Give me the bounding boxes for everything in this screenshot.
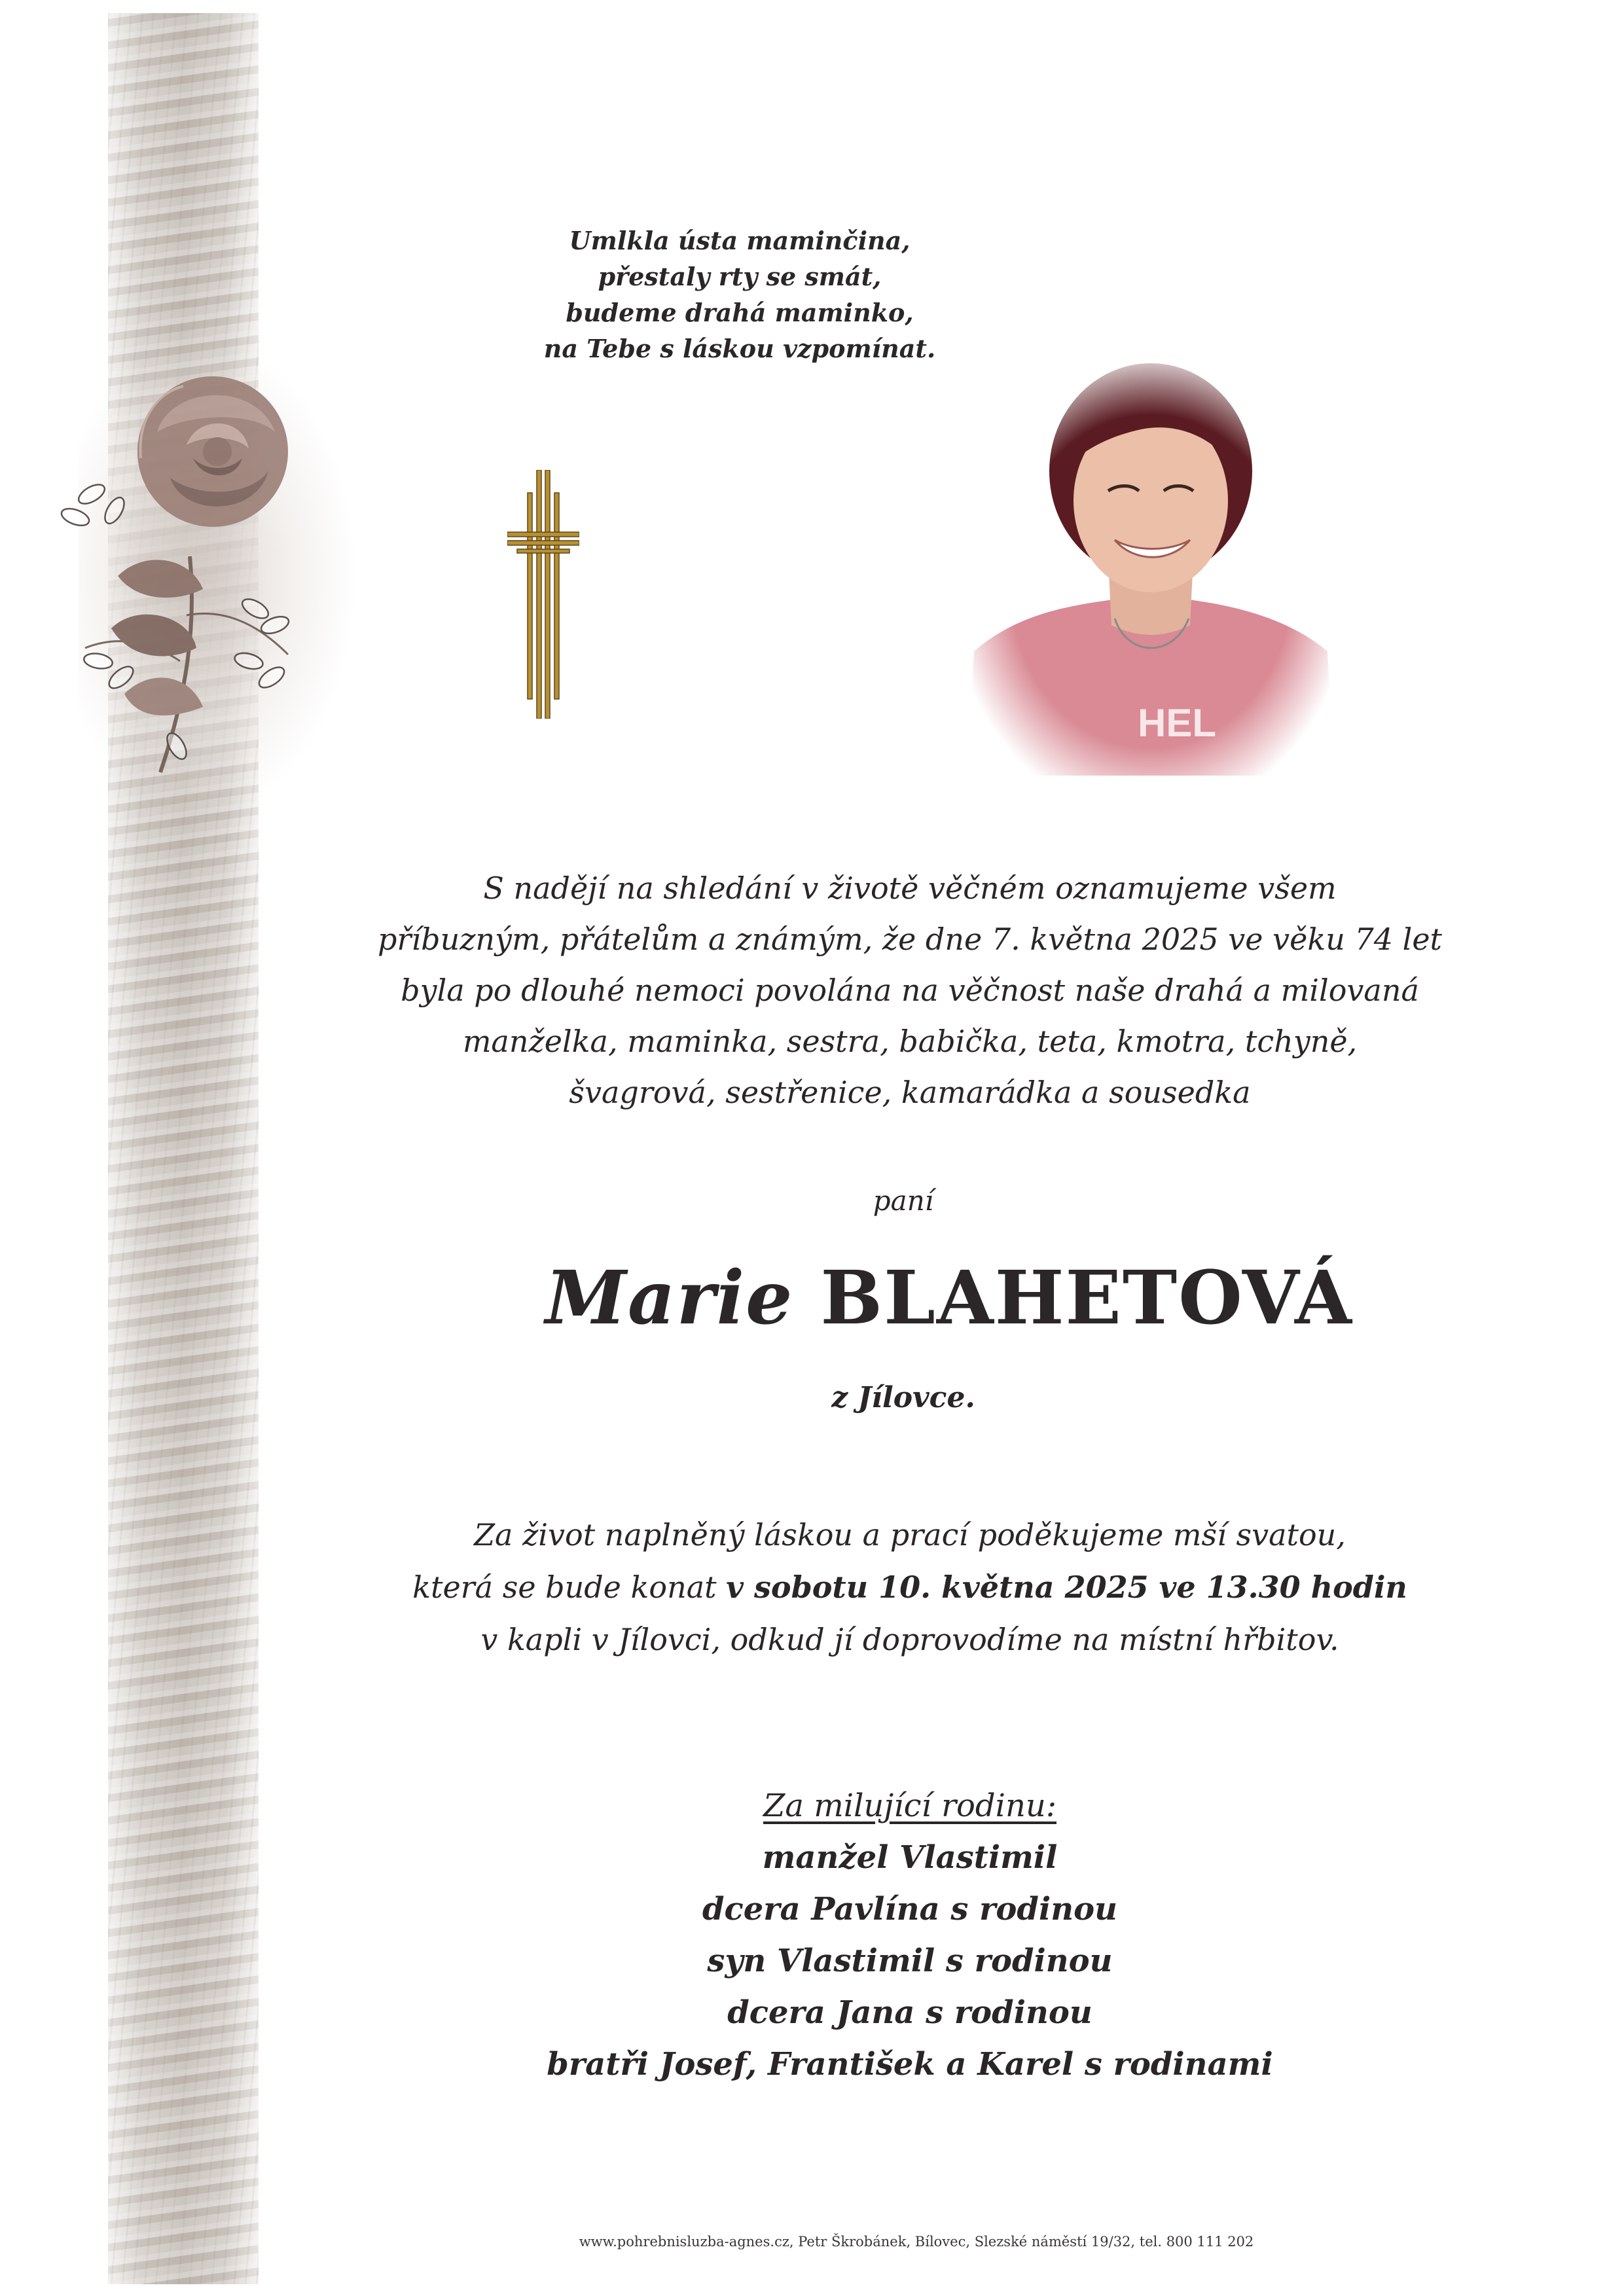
deceased-last-name: BLAHETOVÁ xyxy=(820,1255,1353,1341)
family-signature xyxy=(511,1780,1309,2090)
deceased-name xyxy=(458,1255,1440,1341)
announcement-line: S nadějí na shledání v životě věčném oznamujeme všem xyxy=(483,870,1337,906)
poem-line: přestaly rty se smát, xyxy=(598,262,882,291)
deceased-first-name: Marie xyxy=(545,1255,794,1341)
family-member: manžel Vlastimil xyxy=(762,1839,1058,1876)
funeral-mass-text xyxy=(327,1509,1492,1666)
mass-line: v kapli v Jílovci, odkud jí doprovodíme na místní hřbitov. xyxy=(480,1622,1339,1657)
announcement-line: byla po dlouhé nemoci povolána na věčnost naše drahá a milovaná xyxy=(401,973,1419,1008)
announcement-line: příbuzným, přátelům a známým, že dne 7. května 2025 ve věku 74 let xyxy=(377,922,1443,957)
announcement-line: manželka, maminka, sestra, babička, teta, kmotra, tchyně, xyxy=(462,1024,1358,1059)
family-member: bratři Josef, František a Karel s rodinami xyxy=(547,2046,1273,2083)
funeral-service-footer: www.pohrebnisluzba-agnes.cz, Petr Škrobánek, Bílovec, Slezské náměstí 19/32, tel. 800 111 202 xyxy=(579,2234,1254,2250)
mass-date-time: v sobotu 10. května 2025 ve 13.30 hodin xyxy=(726,1570,1407,1605)
announcement-line: švagrová, sestřenice, kamarádka a sousedka xyxy=(569,1075,1251,1110)
deceased-origin: z Jílovce. xyxy=(831,1381,975,1414)
family-member: dcera Pavlína s rodinou xyxy=(702,1891,1118,1928)
memorial-poem xyxy=(537,223,943,367)
mass-line: Za život naplněný láskou a prací poděkujeme mší svatou, xyxy=(474,1517,1346,1552)
poem-line: na Tebe s láskou vzpomínat. xyxy=(543,334,936,363)
family-heading: Za milující rodinu: xyxy=(763,1787,1056,1824)
cross-icon xyxy=(507,470,579,719)
rose-icon xyxy=(39,353,380,812)
mass-line-prefix: která se bude konat xyxy=(412,1570,727,1605)
death-announcement-text xyxy=(327,863,1492,1118)
family-member: dcera Jana s rodinou xyxy=(727,1994,1092,2031)
salutation: paní xyxy=(873,1185,934,1217)
family-member: syn Vlastimil s rodinou xyxy=(707,1943,1113,1979)
poem-line: budeme drahá maminko, xyxy=(566,298,914,327)
poem-line: Umlkla ústa maminčina, xyxy=(569,226,911,255)
mass-line xyxy=(327,1561,1492,1613)
deceased-portrait-photo xyxy=(967,344,1334,776)
